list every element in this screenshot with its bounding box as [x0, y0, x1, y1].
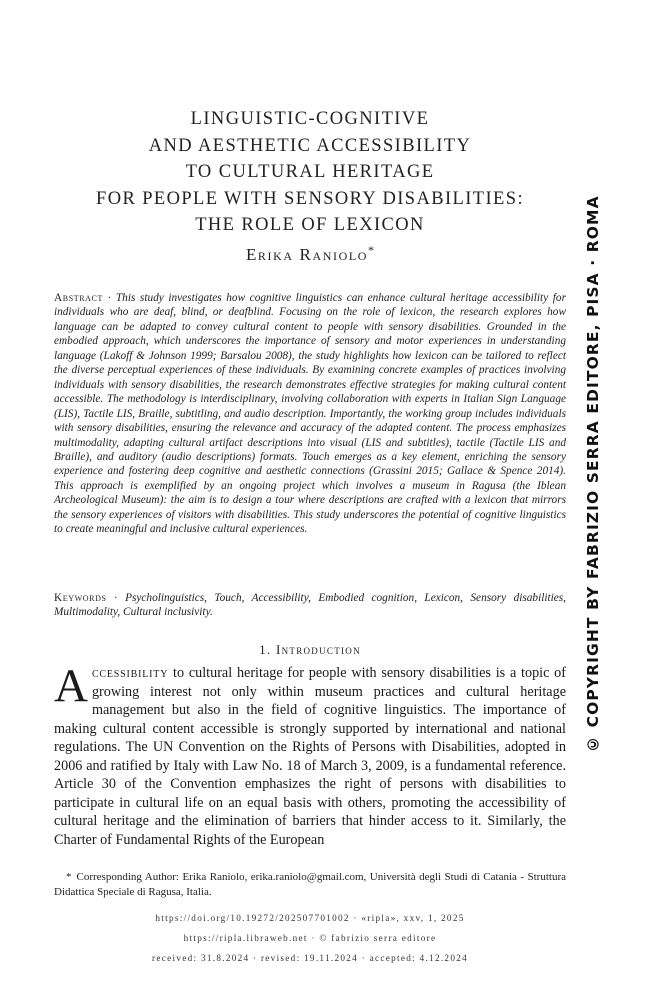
author-line	[60, 243, 560, 265]
title-line: TO CULTURAL HERITAGE	[185, 162, 435, 182]
paper-title	[60, 106, 560, 239]
keywords-separator: ·	[106, 592, 126, 604]
abstract	[54, 291, 566, 537]
abstract-separator: ·	[102, 292, 116, 304]
title-line: LINGUISTIC-COGNITIVE	[190, 109, 430, 129]
keywords	[54, 591, 566, 620]
author-footnote-mark: *	[368, 243, 375, 257]
publication-web-line: https://ripla.libraweb.net · © fabrizio serra editore	[183, 933, 437, 943]
publication-doi-line: https://doi.org/10.19272/202507701002 · «ripla», xxv, 1, 2025	[155, 913, 465, 923]
footnote-text: Corresponding Author: Erika Raniolo, erika.raniolo@gmail.com, Università degli Studi di Catania - Struttura Didattica Speciale di Ragusa, Italia.	[54, 871, 566, 898]
abstract-text: This study investigates how cognitive linguistics can enhance cultural heritage accessibility for individuals who are deaf, blind, or deafblind. Focusing on the role of lexicon, the research explores how language can be adapted to convey cultural content to people with sensory disabilities. Grounded in the embodied approach, which underscores the importance of sensory and motor experiences in understanding language (Lakoff & Johnson 1999; Barsalou 2008), the study highlights how lexicon can be tailored to reflect the diverse perceptual experiences of these individuals. By examining concrete examples of practices involving individuals with sensory disabilities, the research demonstrates effective strategies for making cultural content accessible. The methodology is interdisciplinary, involving collaboration with experts in Italian Sign Language (LIS), Tactile LIS, Braille, subtitling, and audio description. Importantly, the working group includes individuals with sensory disabilities, ensuring the relevance and accuracy of the adapted content. The process emphasizes multimodality, adapting cultural artifact descriptions into visual (LIS and subtitles), tactile (Tactile LIS and Braille), and auditory (audio descriptions) formats. Touch emerges as a key element, enriching the sensory experience and fostering deep cognitive and aesthetic connections (Grassini 2015; Gallace & Spence 2014). This approach is exemplified by an ongoing project which involves a museum in Ragusa (the Iblean Archeological Museum): the aim is to design a tour where descriptions are crafted with a lexicon that mirrors the sensory experiences of visitors with disabilities. This study underscores the potential of cognitive linguistics to create meaningful and inclusive cultural experiences.	[54, 292, 566, 536]
footnote	[54, 870, 566, 900]
drop-cap: A	[54, 660, 88, 712]
body-paragraph	[54, 660, 566, 849]
section-heading: 1. Introduction	[259, 642, 361, 657]
keywords-text: Psycholinguistics, Touch, Accessibility, Embodied cognition, Lexicon, Sensory disabilities, Multimodality, Cultural inclusivity.	[54, 592, 566, 619]
title-line: AND AESTHETIC ACCESSIBILITY	[148, 135, 472, 156]
lead-word: ccessibility	[91, 665, 169, 681]
publication-dates-line: received: 31.8.2024 · revised: 19.11.2024 · accepted: 4.12.2024	[151, 953, 469, 963]
body-text: to cultural heritage for people with sensory disabilities is a topic of growing interest not only within museum practices and cultural heritage management but also in the field of cognitive linguistics. The importance of making cultural content accessible is strongly supported by international and national regulations. The UN Convention on the Rights of Persons with Disabilities, adopted in 2006 and ratified by Italy with Law No. 18 of March 3, 2009, is a fundamental reference. Article 30 of the Convention emphasizes the right of persons with disabilities to participate in cultural life on an equal basis with others, promoting the accessibility of cultural heritage and the elimination of barriers that hinder access to it. Similarly, the Charter of Fundamental Rights of the European	[54, 665, 566, 848]
footnote-mark: *	[66, 871, 72, 883]
title-line: FOR PEOPLE WITH SENSORY DISABILITIES:	[96, 188, 524, 209]
keywords-label: Keywords	[54, 592, 107, 604]
copyright-sidebar: © COPYRIGHT BY FABRIZIO SERRA EDITORE, PISA · ROMA	[584, 195, 602, 753]
title-line: THE ROLE OF LEXICON	[195, 215, 425, 235]
author-name: Erika Raniolo	[245, 245, 369, 264]
abstract-label: Abstract	[54, 292, 103, 304]
